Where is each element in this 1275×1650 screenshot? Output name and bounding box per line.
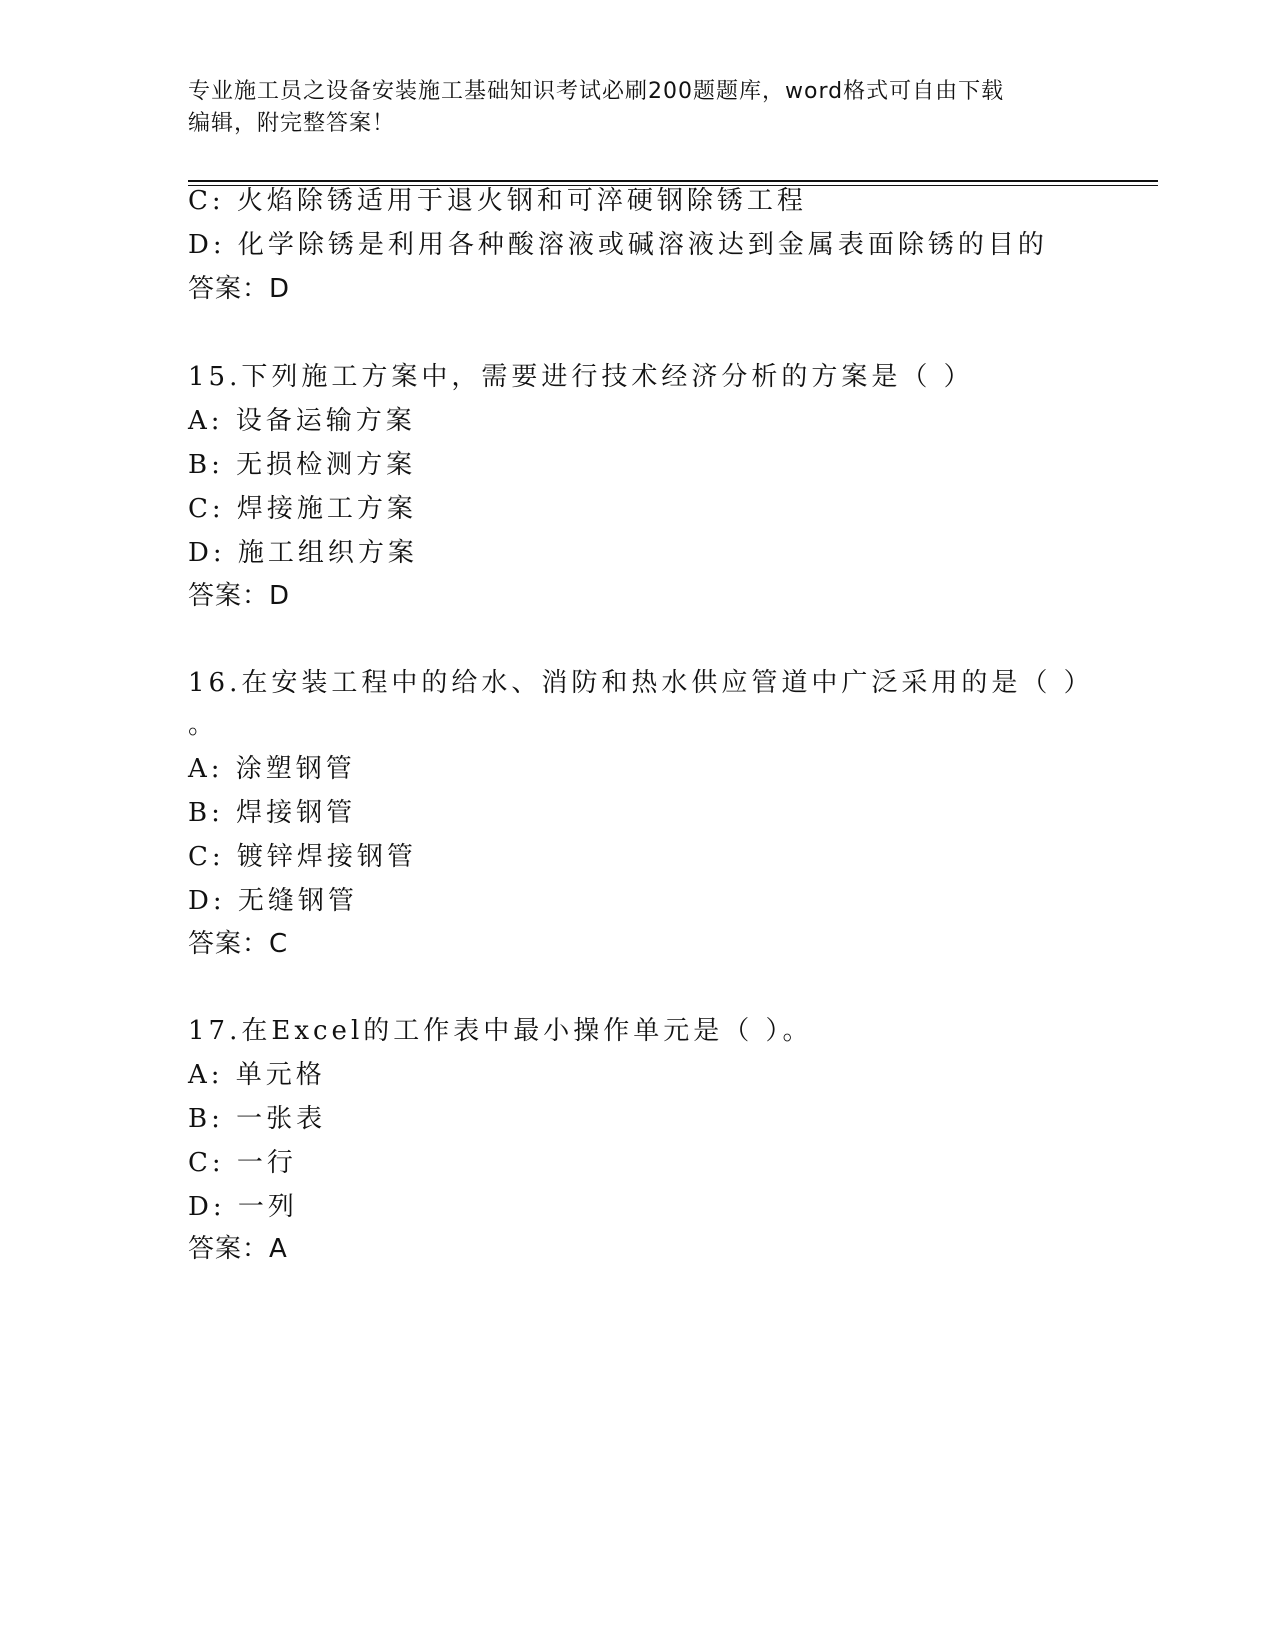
q16-stem-cont: 。 — [188, 710, 219, 740]
q17-option-c: C: 一行 — [188, 1148, 297, 1178]
q16-option-a: A: 涂塑钢管 — [188, 754, 356, 784]
document-header — [188, 76, 1068, 140]
q16-option-d: D: 无缝钢管 — [188, 886, 358, 916]
q17-stem: 17.在Excel的工作表中最小操作单元是（ ）。 — [188, 1016, 813, 1046]
prev-option-c: C: 火焰除锈适用于退火钢和可淬硬钢除锈工程 — [188, 186, 807, 216]
q17-option-d: D: 一列 — [188, 1192, 298, 1222]
q15-option-a: A: 设备运输方案 — [188, 406, 416, 436]
q15-option-d: D: 施工组织方案 — [188, 538, 418, 568]
prev-answer: 答案：D — [188, 274, 291, 304]
header-line-1: 专业施工员之设备安装施工基础知识考试必刷200题题库，word格式可自由下载 — [188, 79, 1005, 104]
q17-answer: 答案：A — [188, 1234, 288, 1264]
q15-option-c: C: 焊接施工方案 — [188, 494, 417, 524]
q16-stem: 16.在安装工程中的给水、消防和热水供应管道中广泛采用的是（ ） — [188, 668, 1094, 698]
q16-option-c: C: 镀锌焊接钢管 — [188, 842, 417, 872]
q17-option-b: B: 一张表 — [188, 1104, 327, 1134]
q15-option-b: B: 无损检测方案 — [188, 450, 417, 480]
q16-answer: 答案：C — [188, 929, 289, 959]
q17-option-a: A: 单元格 — [188, 1060, 326, 1090]
q16-option-b: B: 焊接钢管 — [188, 798, 357, 828]
q15-stem: 15.下列施工方案中，需要进行技术经济分析的方案是（ ） — [188, 362, 974, 392]
prev-option-d: D: 化学除锈是利用各种酸溶液或碱溶液达到金属表面除锈的目的 — [188, 230, 1048, 260]
q15-answer: 答案：D — [188, 581, 291, 611]
header-line-2: 编辑，附完整答案！ — [188, 111, 396, 136]
